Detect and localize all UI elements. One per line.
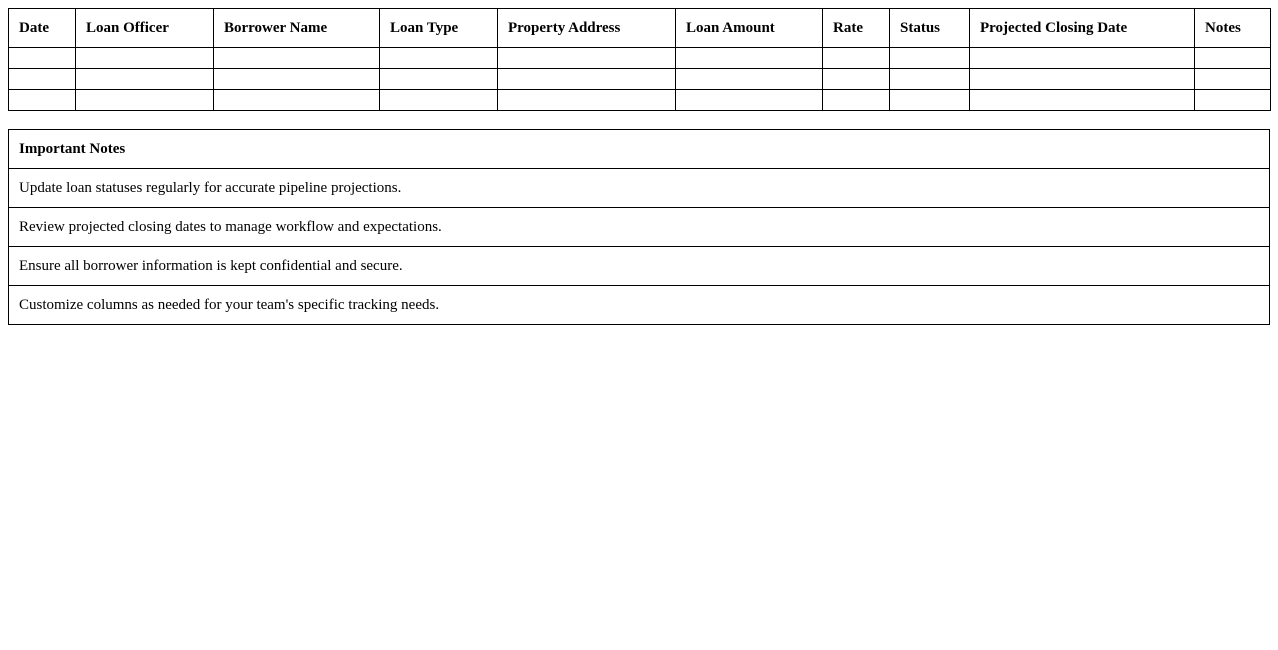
table-cell[interactable] [970,69,1195,90]
table-cell[interactable] [498,69,676,90]
notes-row [9,169,1270,208]
note-item: Customize columns as needed for your team's specific tracking needs. [9,286,1270,325]
table-cell[interactable] [76,90,214,111]
table-cell[interactable] [380,69,498,90]
table-cell[interactable] [1195,90,1271,111]
notes-row [9,247,1270,286]
table-cell[interactable] [970,90,1195,111]
table-cell[interactable] [1195,69,1271,90]
column-header-status: Status [890,9,970,48]
table-cell[interactable] [890,48,970,69]
table-row [9,48,1271,69]
notes-header-row [9,130,1270,169]
table-cell[interactable] [214,90,380,111]
notes-row [9,208,1270,247]
table-header-row [9,9,1271,48]
table-cell[interactable] [890,69,970,90]
note-item: Update loan statuses regularly for accurate pipeline projections. [9,169,1270,208]
table-cell[interactable] [9,90,76,111]
table-cell[interactable] [970,48,1195,69]
table-cell[interactable] [498,90,676,111]
table-cell[interactable] [823,48,890,69]
note-item: Ensure all borrower information is kept confidential and secure. [9,247,1270,286]
table-row [9,90,1271,111]
table-cell[interactable] [676,48,823,69]
table-cell[interactable] [498,48,676,69]
table-body [9,48,1271,111]
table-cell[interactable] [9,48,76,69]
column-header-rate: Rate [823,9,890,48]
table-cell[interactable] [76,69,214,90]
table-cell[interactable] [823,69,890,90]
table-cell[interactable] [676,90,823,111]
table-row [9,69,1271,90]
table-cell[interactable] [890,90,970,111]
column-header-date: Date [9,9,76,48]
column-header-property-address: Property Address [498,9,676,48]
column-header-loan-type: Loan Type [380,9,498,48]
table-cell[interactable] [676,69,823,90]
table-cell[interactable] [380,90,498,111]
table-cell[interactable] [380,48,498,69]
important-notes-table [8,129,1270,325]
column-header-loan-amount: Loan Amount [676,9,823,48]
table-cell[interactable] [823,90,890,111]
loan-pipeline-table [8,8,1271,111]
table-cell[interactable] [1195,48,1271,69]
table-cell[interactable] [214,69,380,90]
table-cell[interactable] [214,48,380,69]
table-cell[interactable] [9,69,76,90]
column-header-borrower-name: Borrower Name [214,9,380,48]
column-header-projected-closing-date: Projected Closing Date [970,9,1195,48]
table-cell[interactable] [76,48,214,69]
notes-row [9,286,1270,325]
notes-title: Important Notes [9,130,1270,169]
note-item: Review projected closing dates to manage workflow and expectations. [9,208,1270,247]
column-header-notes: Notes [1195,9,1271,48]
column-header-loan-officer: Loan Officer [76,9,214,48]
